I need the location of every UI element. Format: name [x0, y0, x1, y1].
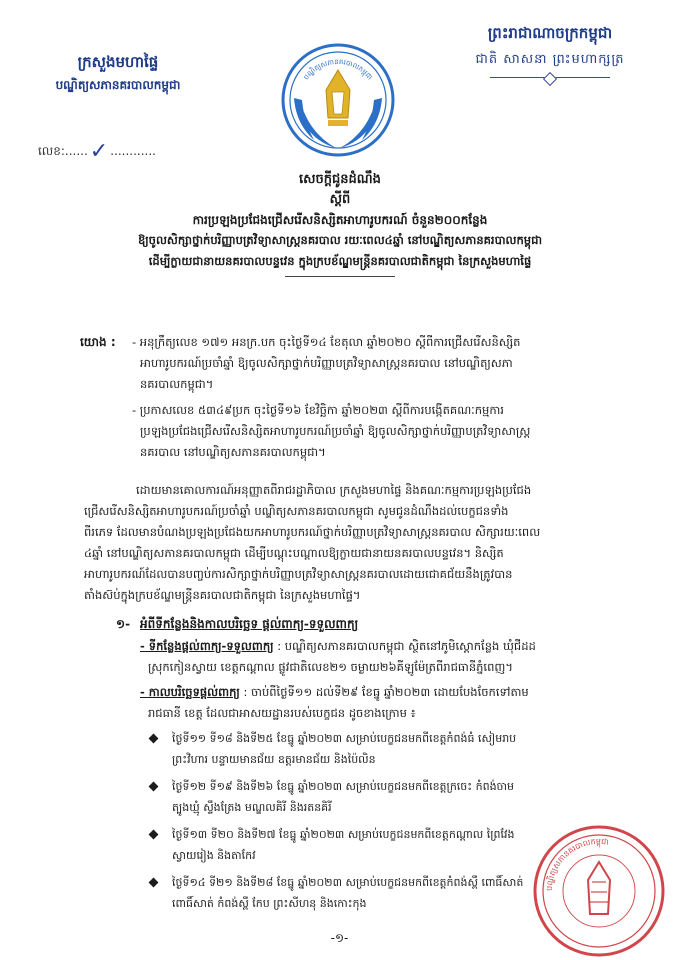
intro-line-5: អាហារូបករណ៍ដែលបានបញ្ចប់ការសិក្សាថ្នាក់បរិញ្ញាបត្រវិទ្យាសាស្ត្រនគរបាលដោយជោគជ័យនឹងត្រូវបាន	[84, 567, 513, 581]
academy-emblem	[278, 40, 398, 160]
diamond-bullet-icon	[149, 830, 159, 840]
intro-line-4: ៤ឆ្នាំ នៅបណ្ឌិត្យសភានគរបាលកម្ពុជា ដើម្បីបណ្តុះបណ្តាលឱ្យក្លាយជានាយនគរបាលបន្ទវេន។ និស្សិត	[84, 546, 504, 560]
intro-paragraph	[84, 480, 654, 606]
bullet-2-line-2: ត្បូងឃ្មុំ ស្ទឹងត្រែង មណ្ឌលគិរី និងរតនគិរី	[172, 801, 332, 814]
bullet-2-line-1: ថ្ងៃទី១២ ទី១៩ និងទី២៦ ខែធ្នូ ឆ្នាំ២០២៣ សម្រាប់បេក្ខជនមកពីខេត្តក្រចេះ កំពង់ចាម	[172, 780, 515, 793]
period-text-2: រាជធានី ខេត្ត ដែលជាអាសយដ្ឋានរបស់បេក្ខជន ដូចខាងក្រោម ៖	[148, 706, 416, 720]
document-number-dots: ............	[110, 144, 156, 158]
academy-name: បណ្ឌិត្យសភានគរបាលកម្ពុជា	[55, 78, 181, 92]
notice-subject-label: ស្តីពី	[329, 192, 351, 207]
kingdom-header	[440, 22, 660, 82]
reference-1-line-3: នគរបាលកម្ពុជា។	[140, 377, 214, 391]
diamond-bullet-icon	[149, 878, 159, 888]
title-block	[40, 170, 640, 277]
list-item	[172, 728, 662, 770]
intro-line-2: ជ្រើសរើសនិស្សិតអាហារូបករណ៍ប្រចាំឆ្នាំ បណ្ឌិត្យសភានគរបាលកម្ពុជា សូមជូនដំណឹងដល់បេក្ខជនទាំង	[84, 504, 509, 518]
section-1-place	[140, 636, 655, 678]
bullet-3-line-1: ថ្ងៃទី១៣ ទី២០ និងទី២៧ ខែធ្នូ ឆ្នាំ២០២៣ សម្រាប់បេក្ខជនមកពីខេត្តកណ្តាល ព្រៃវែង	[172, 828, 515, 841]
place-text-1: : បណ្ឌិត្យសភានគរបាលកម្ពុជា ស្ថិតនៅភូមិស្តោកន្លែង ឃុំជីដដ	[273, 639, 536, 653]
diamond-bullet-icon	[149, 782, 159, 792]
notice-subject-line1: ការប្រឡងប្រជែងជ្រើសរើសនិស្សិតអាហារូបករណ៍ ចំនួន២០០កន្លែង	[192, 213, 488, 227]
check-mark-icon: ✓	[89, 139, 109, 164]
bullet-3-line-2: ស្វាយរៀង និងតាកែវ	[172, 849, 256, 862]
kingdom-name: ព្រះរាជាណាចក្រកម្ពុជា	[487, 24, 613, 42]
reference-1-line-1: - អនុក្រឹត្យលេខ ១៧១ អនក្រ.បក ចុះថ្ងៃទី១៤ ខែតុលា ឆ្នាំ២០២០ ស្តីពីការជ្រើសរើសនិស្សិត	[132, 335, 521, 349]
intro-line-6: តាំងស៊ប់ក្នុងក្របខ័ណ្ឌមន្ត្រីនគរបាលជាតិកម្ពុជា នៃក្រសួងមហាផ្ទៃ។	[84, 588, 361, 602]
reference-item-2	[132, 400, 652, 463]
list-item	[172, 776, 662, 818]
reference-1-line-2: អាហារូបករណ៍ប្រចាំឆ្នាំ ឱ្យចូលសិក្សាថ្នាក់បរិញ្ញាបត្រវិទ្យាសាស្ត្រនគរបាល នៅបណ្ឌិត្យសភា	[140, 356, 513, 370]
notice-title: សេចក្តីជូនដំណឹង	[299, 172, 381, 187]
period-text-1: : ចាប់ពីថ្ងៃទី១១ ដល់ទី២៩ ខែធ្នូ ឆ្នាំ២០២៣ ដោយបែងចែកទៅតាម	[239, 685, 529, 699]
notice-subject-line2: ឱ្យចូលសិក្សាថ្នាក់បរិញ្ញាបត្រវិទ្យាសាស្ត្រនគរបាល រយៈពេល៤ឆ្នាំ នៅបណ្ឌិត្យសភានគរបាលកម្ពុជា	[137, 233, 543, 247]
references-label: យោង :	[80, 335, 116, 349]
reference-2-line-1: - ប្រកាសលេខ ៥៣៤៩ប្រក ចុះថ្ងៃទី១៦ ខែវិច្ឆិកា ឆ្នាំ២០២៣ ស្តីពីការបង្កើតគណៈកម្មការ	[132, 403, 504, 417]
period-label: - កាលបរិច្ឆេទផ្តល់ពាក្យ	[140, 685, 240, 699]
diamond-bullet-icon	[149, 734, 159, 744]
bullet-4-line-2: ពោធិ៍សាត់ កំពង់ស្ពឺ កែប ព្រះសីហនុ និងកោះកុង	[172, 897, 367, 910]
document-number	[38, 136, 156, 164]
page-number: -១-	[330, 931, 349, 945]
section-1-period	[140, 682, 655, 724]
section-1-heading: អំពីទីកន្លែងនិងកាលបរិច្ឆេទ ផ្តល់ពាក្យ-ទទួលពាក្យ	[140, 617, 359, 631]
notice-subject-line3: ដើម្បីក្លាយជានាយនគរបាលបន្ទវេន ក្នុងក្របខ័ណ្ឌមន្ត្រីនគរបាលជាតិកម្ពុជា នៃក្រសួងមហាផ្ទៃ	[148, 254, 532, 268]
kingdom-motto: ជាតិ សាសនា ព្រះមហាក្សត្រ	[475, 52, 625, 67]
ministry-header	[18, 52, 218, 164]
document-number-label: លេខ:......	[38, 144, 88, 158]
title-divider	[285, 276, 395, 277]
bullet-1-line-1: ថ្ងៃទី១១ ទី១៨ និងទី២៥ ខែធ្នូ ឆ្នាំ២០២៣ សម្រាប់បេក្ខជនមកពីខេត្តកំពង់ធំ សៀមរាប	[172, 732, 517, 745]
reference-2-line-3: នគរបាល នៅបណ្ឌិត្យសភានគរបាលកម្ពុជា។	[140, 445, 326, 459]
ministry-name: ក្រសួងមហាផ្ទៃ	[77, 53, 159, 71]
intro-line-1: ដោយមានគោលការណ៍អនុញ្ញាតពីរាជរដ្ឋាភិបាល ក្រសួងមហាផ្ទៃ និងគណៈកម្មការប្រឡងប្រជែង	[136, 483, 532, 497]
ornament-divider	[490, 74, 610, 82]
section-1-number: ១-	[116, 617, 131, 631]
place-label: - ទីកន្លែងផ្តល់ពាក្យ-ទទួលពាក្យ	[140, 639, 274, 653]
reference-2-line-2: ប្រឡងប្រជែងជ្រើសរើសនិស្សិតអាហារូបករណ៍ប្រចាំឆ្នាំ ឱ្យចូលសិក្សាថ្នាក់បរិញ្ញាបត្រវិទ្យាសាស្ត្រ	[140, 424, 531, 438]
emblem-ring-text: បណ្ឌិត្យសភានគរបាលកម្ពុជា	[302, 57, 374, 82]
seal-ring-text: បណ្ឌិត្យសភានគរបាលកម្ពុជា	[544, 836, 610, 892]
reference-item-1	[132, 332, 652, 395]
bullet-4-line-1: ថ្ងៃទី១៤ ទី២១ និងទី២៨ ខែធ្នូ ឆ្នាំ២០២៣ សម្រាប់បេក្ខជនមកពីខេត្តកំពង់ស្ពឺ ពោធិ៍សាត់	[172, 876, 524, 889]
place-text-2: ស្រុកកៀនស្វាយ ខេត្តកណ្តាល ផ្លូវជាតិលេខ២១ ចម្ងាយ២៦គីឡូម៉ែត្រពីរាជធានីភ្នំពេញ។	[148, 660, 513, 674]
intro-line-3: ពីរភេទ ដែលមានបំណងប្រឡងប្រជែងយកអាហារូបករណ៍ថ្នាក់បរិញ្ញាបត្រវិទ្យាសាស្ត្រនគរបាល សិក្សារយៈពេល	[84, 525, 541, 539]
bullet-1-line-2: ព្រះវិហារ បន្ទាយមានជ័យ ឧត្តរមានជ័យ និងប៉ៃលិន	[172, 753, 376, 766]
